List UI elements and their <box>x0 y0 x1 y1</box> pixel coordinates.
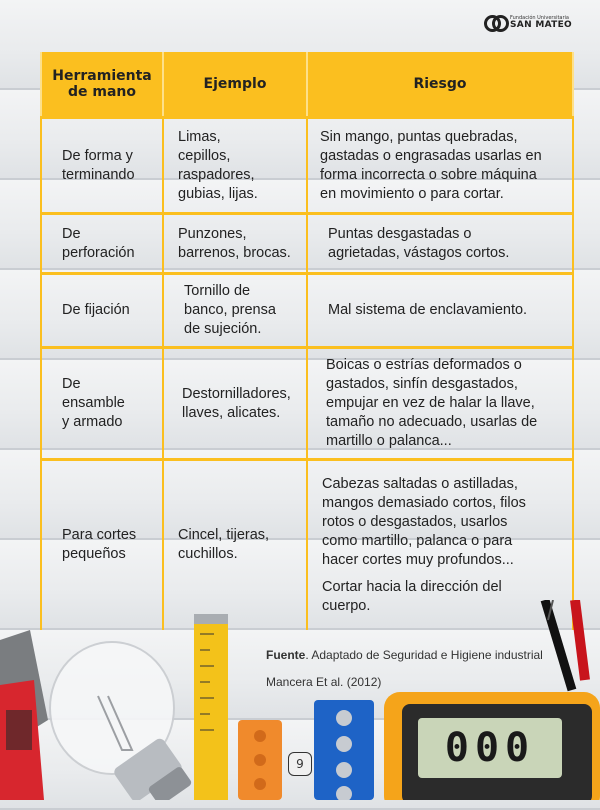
cell-example: Punzones, barrenos, brocas. <box>163 214 307 274</box>
connector-block-orange-icon <box>238 720 282 800</box>
connector-block-blue-icon <box>314 700 374 800</box>
header-risk: Riesgo <box>307 52 573 118</box>
page-number: 9 <box>288 752 312 776</box>
multimeter-probes-icon <box>545 600 585 690</box>
logo <box>484 14 572 32</box>
light-bulb-icon <box>50 642 193 800</box>
meter-display: 000 <box>444 725 536 771</box>
table-header-row <box>41 52 573 118</box>
table-row <box>41 214 573 274</box>
cell-tool: De ensamble y armado <box>41 348 163 460</box>
table-row <box>41 118 573 214</box>
cell-example: Limas, cepillos, raspadores, gubias, lijas. <box>163 118 307 214</box>
logo-subtitle: Fundación Universitaria <box>510 15 569 21</box>
header-example: Ejemplo <box>163 52 307 118</box>
cell-risk: Mal sistema de enclavamiento. <box>307 274 573 348</box>
source-citation: Mancera Et al. (2012) <box>266 675 382 689</box>
utility-knife-icon <box>0 630 48 800</box>
table-row <box>41 348 573 460</box>
logo-icon <box>484 14 506 32</box>
cell-tool: De perforación <box>41 214 163 274</box>
source-text: . Adaptado de Seguridad e Higiene industrial <box>305 648 543 662</box>
cell-tool: De forma y terminando <box>41 118 163 214</box>
cell-example: Destornilladores, llaves, alicates. <box>163 348 307 460</box>
cell-risk: Cabezas saltadas o astilladas, mangos demasiado cortos, filos rotos o desgastados, usarlos como martillo, palanca o para hacer cortes muy profundos... Cortar hacia la dirección del cuerpo. <box>307 460 573 630</box>
cell-tool: Para cortes pequeños <box>41 460 163 630</box>
tape-measure-icon <box>194 614 228 800</box>
cell-example: Tornillo de banco, prensa de sujeción. <box>163 274 307 348</box>
header-tool: Herramienta de mano <box>41 52 163 118</box>
cell-risk: Puntas desgastadas o agrietadas, vástagos cortos. <box>307 214 573 274</box>
table-row <box>41 274 573 348</box>
cell-example: Cincel, tijeras, cuchillos. <box>163 460 307 630</box>
cell-risk: Sin mango, puntas quebradas, gastadas o engrasadas usarlas en forma incorrecta o sobre máquina en movimiento o para cortar. <box>307 118 573 214</box>
risk-table <box>40 52 572 630</box>
cell-tool: De fijación <box>41 274 163 348</box>
cell-risk: Boicas o estrías deformados o gastados, sinfín desgastados, empujar en vez de halar la llave, tamaño no adecuado, usarlas de martillo o palanca... <box>307 348 573 460</box>
source-label: Fuente <box>266 648 306 662</box>
logo-name: SAN MATEO <box>510 20 572 30</box>
